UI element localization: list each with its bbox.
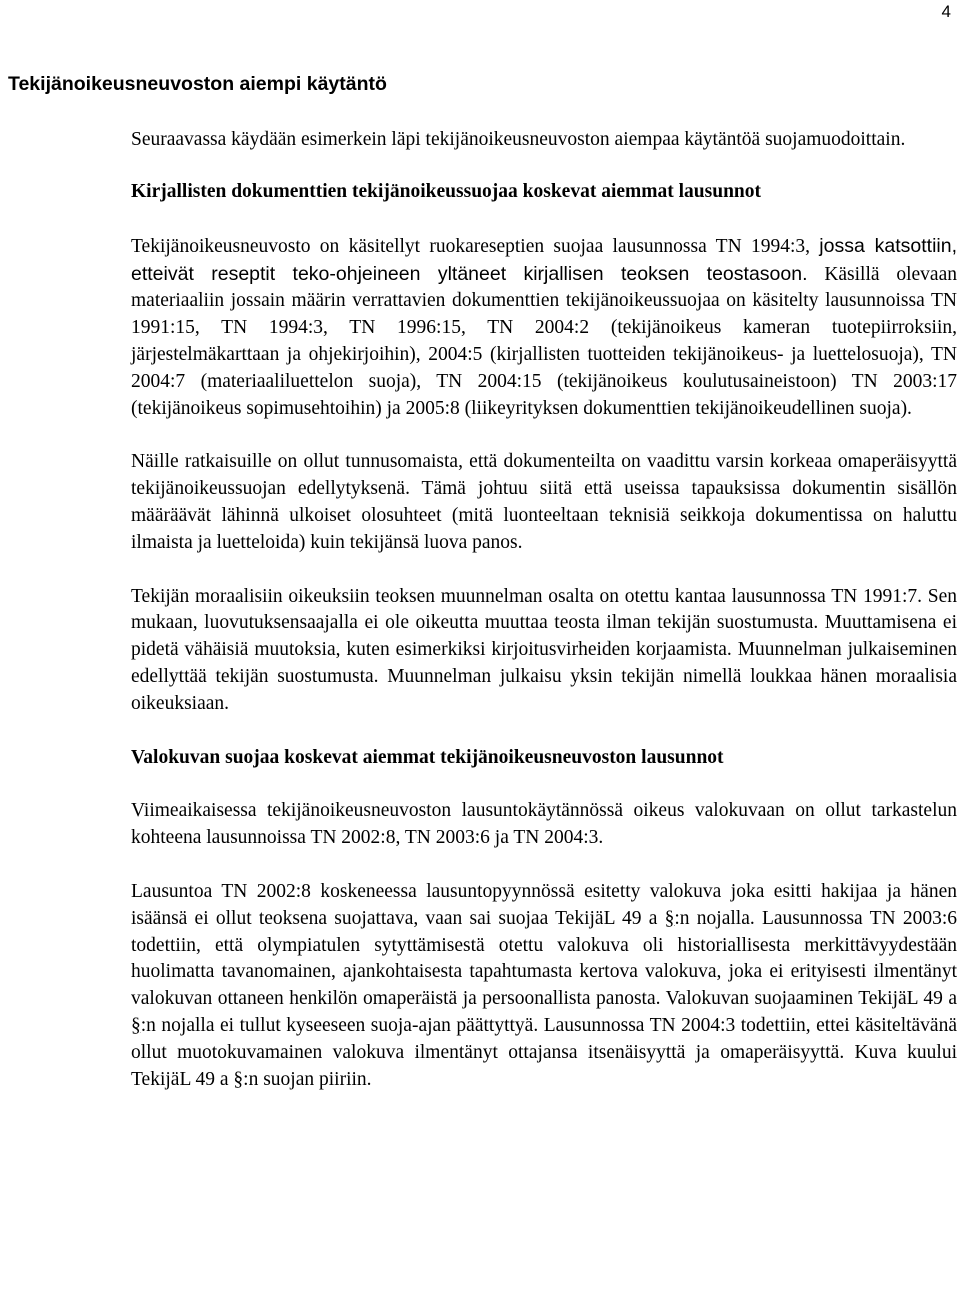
- page-number: 4: [941, 2, 951, 21]
- paragraph-photo-intro: Viimeaikaisessa tekijänoikeusneuvoston lausuntokäytännössä oikeus valokuvaan on ollut tarkastelun kohteena lausunnoissa TN 2002:8, TN 2003:6 ja TN 2004:3.: [131, 800, 957, 849]
- section-symbol: §: [233, 1068, 244, 1090]
- photo-cases-part-1: Lausuntoa TN 2002:8 koskeneessa lausuntopyynnössä esitetty valokuva joka esitti hakijaa ja hänen isäänsä ei ollut teoksena suojattava, vaan sai suojaa TekijäL 49 a: [131, 880, 957, 929]
- photo-cases-part-4: :n suojan piiriin.: [243, 1068, 372, 1090]
- paragraph-photo-cases: [131, 879, 957, 1093]
- section-symbol: §: [664, 907, 675, 929]
- section-heading-photographs: Valokuvan suojaa koskevat aiemmat tekijänoikeusneuvoston lausunnot: [131, 746, 724, 768]
- page-heading: Tekijänoikeusneuvoston aiempi käytäntö: [8, 73, 387, 95]
- paragraph-recipes-end: Käsillä olevaan materiaaliin jossain määrin verrattavien dokumenttien tekijänoikeussuojaa on käsitelty lausunnoissa TN 1991:15, TN 1994:3, TN 1996:15, TN 2004:2 (tekijänoikeus kameran tuotepiirroksiin, järjestelmäkarttaan ja ohjekirjoihin), 2004:5 (kirjallisten tuotteiden tekijänoikeus- ja luettelosuoja), TN 2004:7 (materiaaliluettelon suoja), TN 2004:15 (tekijänoikeus koulutusaineistoon) TN 2003:17 (tekijänoikeus sopimusehtoihin) ja 2005:8 (liikeyrityksen dokumenttien tekijänoikeudellinen suoja).: [131, 263, 957, 419]
- section-symbol: §: [131, 1014, 141, 1036]
- photo-cases-part-3: :n nojalla ei tullut kyseeseen suoja-ajan päättyttyä. Lausunnossa TN 2004:3 todettiin, ettei käsiteltävänä ollut muotokuvamainen valokuva ilmentänyt ottajansa itsenäisyyttä ja omaperäisyyttä. Kuva kuului TekijäL 49 a: [131, 1014, 957, 1090]
- paragraph-recipes-sans: jossa katsottiin, etteivät reseptit teko-ohjeineen yltäneet kirjallisen teoksen teostasoon.: [131, 234, 957, 285]
- paragraph-recipes-start: Tekijänoikeusneuvosto on käsitellyt ruokareseptien suojaa lausunnossa TN 1994:3,: [131, 235, 810, 257]
- section-heading-documents: Kirjallisten dokumenttien tekijänoikeussuojaa koskevat aiemmat lausunnot: [131, 181, 762, 202]
- document-body: [131, 127, 957, 1093]
- paragraph-originality: Näille ratkaisuille on ollut tunnusomaista, että dokumenteilta on vaadittu varsin korkeaa omaperäisyyttä tekijänoikeussuojan edellytyksenä. Tämä johtuu siitä että useissa tapauksissa dokumentin sisällön määräävät lähinnä ulkoiset olosuhteet (mitä luonteeltaan teknisiä seikkoja dokumentissa on haluttu ilmaista ja luetteloida) kuin tekijänsä luova panos.: [131, 451, 957, 553]
- intro-paragraph: Seuraavassa käydään esimerkein läpi tekijänoikeusneuvoston aiempaa käytäntöä suojamuodoittain.: [131, 129, 906, 150]
- photo-cases-part-2: :n nojalla. Lausunnossa TN 2003:6 todettiin, että olympiatulen sytyttämisestä otettu valokuva oli historiallisesta merkittävyydestään huolimatta tavanomainen, ajankohtaisesta tapahtumasta kertova valokuva, joka ei erityisesti ilmentänyt valokuvan ottaneen henkilön omaperäistä ja persoonallista panosta. Valokuvan suojaaminen TekijäL 49 a: [131, 907, 957, 1010]
- paragraph-recipes: [131, 233, 957, 423]
- paragraph-moral-rights: Tekijän moraalisiin oikeuksiin teoksen muunnelman osalta on otettu kantaa lausunnossa TN 1991:7. Sen mukaan, luovutuksensaajalla ei ole oikeutta muuttaa teosta ilman tekijän suostumusta. Muuttamisena ei pidetä vähäisiä muutoksia, kuten esimerkiksi kirjoitusvirheiden korjaamista. Muunnelman julkaiseminen edellyttää tekijän suostumusta. Muunnelman julkaisu yksin tekijän nimellä loukkaa hänen moraalisia oikeuksiaan.: [131, 585, 957, 714]
